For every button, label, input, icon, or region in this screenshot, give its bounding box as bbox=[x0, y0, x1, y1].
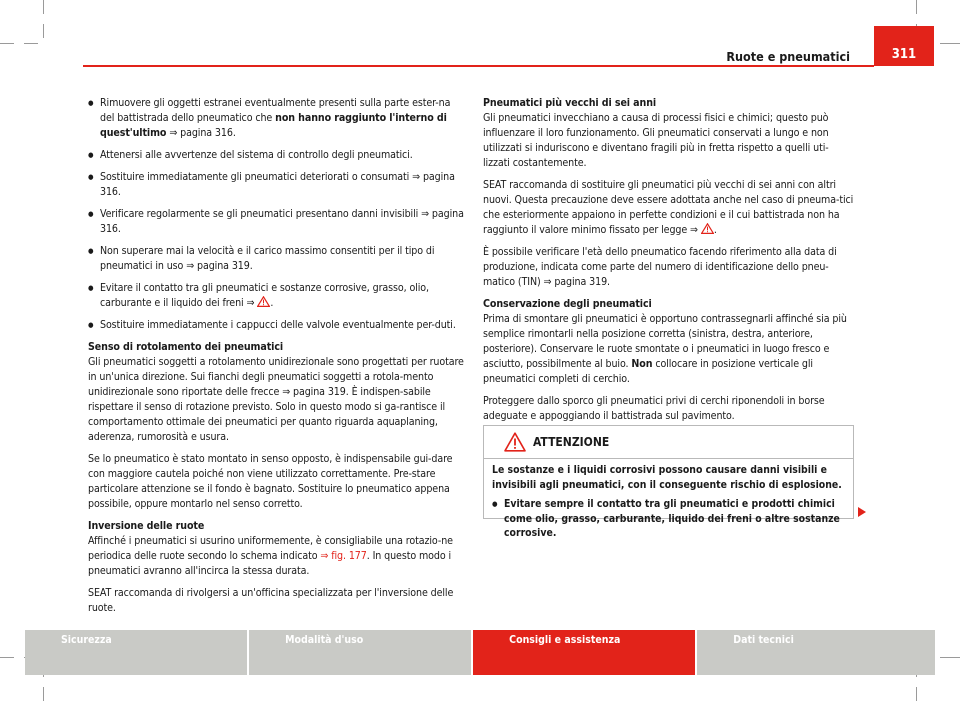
crop-mark bbox=[43, 0, 44, 14]
paragraph: Affinché i pneumatici si usurino uniformemente, è consigliabile una rotazio-ne periodica delle ruote secondo lo schema indicato ⇒ fig. 177. In questo modo i pneumatici avranno all'incirca la stessa durata. bbox=[88, 535, 453, 577]
paragraph: Prima di smontare gli pneumatici è opportuno contrassegnarli affinché sia più semplice rimontarli nella posizione corretta (sinistra, destra, anteriore, posteriore). Conservare le ruote smontate o i pneumatici in luogo fresco e asciutto, possibilmente al buio. Non collocare in posizione verticale gli pneumatici completi di cerchio. bbox=[483, 313, 847, 385]
warning-triangle-icon[interactable] bbox=[257, 296, 270, 307]
warning-body bbox=[484, 459, 853, 541]
warning-triangle-icon[interactable] bbox=[701, 223, 714, 234]
header-rule bbox=[83, 65, 874, 67]
paragraph: SEAT raccomanda di sostituire gli pneumatici più vecchi di sei anni con altri nuovi. Questa precauzione deve essere adottata anche nel caso di pneuma-tici che esteriormente appaiono in perfette condizioni e il cui battistrada non ha raggiunto il valore minimo fissato per legge ⇒ . bbox=[483, 179, 854, 236]
warning-box bbox=[483, 425, 854, 539]
crop-mark bbox=[43, 24, 44, 38]
paragraph: SEAT raccomanda di rivolgersi a un'officina specializzata per l'inversione delle ruote. bbox=[88, 587, 454, 614]
list-item: ● Verificare regolarmente se gli pneumatici presentano danni invisibili ⇒ pagina 316. bbox=[88, 207, 465, 237]
paragraph: Gli pneumatici soggetti a rotolamento unidirezionale sono progettati per ruotare in un'unica direzione. Sui fianchi degli pneumatici soggetti a rotola-mento unidirezionale sono riportate delle frecce ⇒ pagina 319. È indispen-sabile rispettare il senso di rotazione previsto. Solo in questo modo si ga-rantisce il comportamento ottimale dei pneumatici per quanto riguarda aquaplaning, aderenza, rumorosità e usura. bbox=[88, 356, 464, 443]
paragraph: Gli pneumatici invecchiano a causa di processi fisici e chimici; questo può influenzare il loro funzionamento. Gli pneumatici conservati a lungo e non utilizzati si induriscono e diventano fragili più in fretta rispetto a quelli uti-lizzati costantemente. bbox=[483, 112, 829, 169]
page-number: 311 bbox=[874, 26, 934, 66]
warning-text: Le sostanze e i liquidi corrosivi possono causare danni visibili e invisibili agli pneumatici, con il conseguente rischio di esplosione. bbox=[492, 464, 842, 491]
tab-sicurezza[interactable]: Sicurezza bbox=[25, 630, 247, 675]
left-column bbox=[88, 96, 465, 623]
crop-mark bbox=[24, 43, 38, 44]
paragraph: Proteggere dallo sporco gli pneumatici privi di cerchi riponendoli in borse adeguate e appoggiando il battistrada sul pavimento. bbox=[483, 395, 825, 422]
chapter-title: Ruote e pneumatici bbox=[726, 49, 850, 64]
crop-mark bbox=[43, 687, 44, 701]
crop-mark bbox=[916, 0, 917, 14]
tab-dati-tecnici[interactable]: Dati tecnici bbox=[697, 630, 935, 675]
warning-header bbox=[484, 426, 853, 459]
list-item: ● Sostituire immediatamente gli pneumatici deteriorati o consumati ⇒ pagina 316. bbox=[88, 170, 465, 200]
right-column bbox=[483, 96, 854, 431]
crop-mark bbox=[940, 43, 960, 44]
list-item: ● Non superare mai la velocità e il carico massimo consentiti per il tipo di pneumatici in uso ⇒ pagina 319. bbox=[88, 244, 465, 274]
section-heading: Inversione delle ruote bbox=[88, 520, 205, 532]
list-item: ● Rimuovere gli oggetti estranei eventualmente presenti sulla parte ester-na del battistrada dello pneumatico che non hanno raggiunto l'interno di quest'ultimo ⇒ pagina 316. bbox=[88, 96, 465, 141]
crop-mark bbox=[0, 657, 14, 658]
list-item: ● Sostituire immediatamente i cappucci delle valvole eventualmente per-duti. bbox=[88, 318, 465, 333]
crop-mark bbox=[940, 657, 960, 658]
section-heading: Pneumatici più vecchi di sei anni bbox=[483, 97, 657, 109]
footer-nav bbox=[25, 630, 935, 675]
paragraph: È possibile verificare l'età dello pneumatico facendo riferimento alla data di produzione, indicata come parte del numero di identificazione dello pneu-matico (TIN) ⇒ pagina 319. bbox=[483, 246, 837, 288]
crop-mark bbox=[916, 687, 917, 701]
figure-link[interactable]: ⇒ fig. 177 bbox=[320, 550, 367, 562]
warning-title: ATTENZIONE bbox=[533, 435, 610, 449]
tab-consigli-e-assistenza[interactable]: Consigli e assistenza bbox=[473, 630, 695, 675]
paragraph: Se lo pneumatico è stato montato in senso opposto, è indispensabile gui-dare con maggiore cautela poiché non viene utilizzato correttamente. Pre-stare particolare attenzione se il fondo è bagnato. Sostituire lo pneumatico appena possibile, oppure montarlo nel senso corretto. bbox=[88, 453, 453, 510]
continue-arrow-icon bbox=[858, 507, 866, 517]
section-heading: Senso di rotolamento dei pneumatici bbox=[88, 341, 284, 353]
warning-list-item: ● Evitare sempre il contatto tra gli pneumatici e prodotti chimici come olio, grasso, carburante, liquido dei freni o altre sostanze corrosive. bbox=[492, 497, 845, 541]
list-item: ● Attenersi alle avvertenze del sistema di controllo degli pneumatici. bbox=[88, 148, 465, 163]
crop-mark bbox=[0, 43, 14, 44]
warning-triangle-icon bbox=[504, 432, 526, 452]
list-item: ● Evitare il contatto tra gli pneumatici e sostanze corrosive, grasso, olio, carburante e il liquido dei freni ⇒ . bbox=[88, 281, 465, 311]
section-heading: Conservazione degli pneumatici bbox=[483, 298, 652, 310]
tab-modalita-duso[interactable]: Modalità d'uso bbox=[249, 630, 471, 675]
